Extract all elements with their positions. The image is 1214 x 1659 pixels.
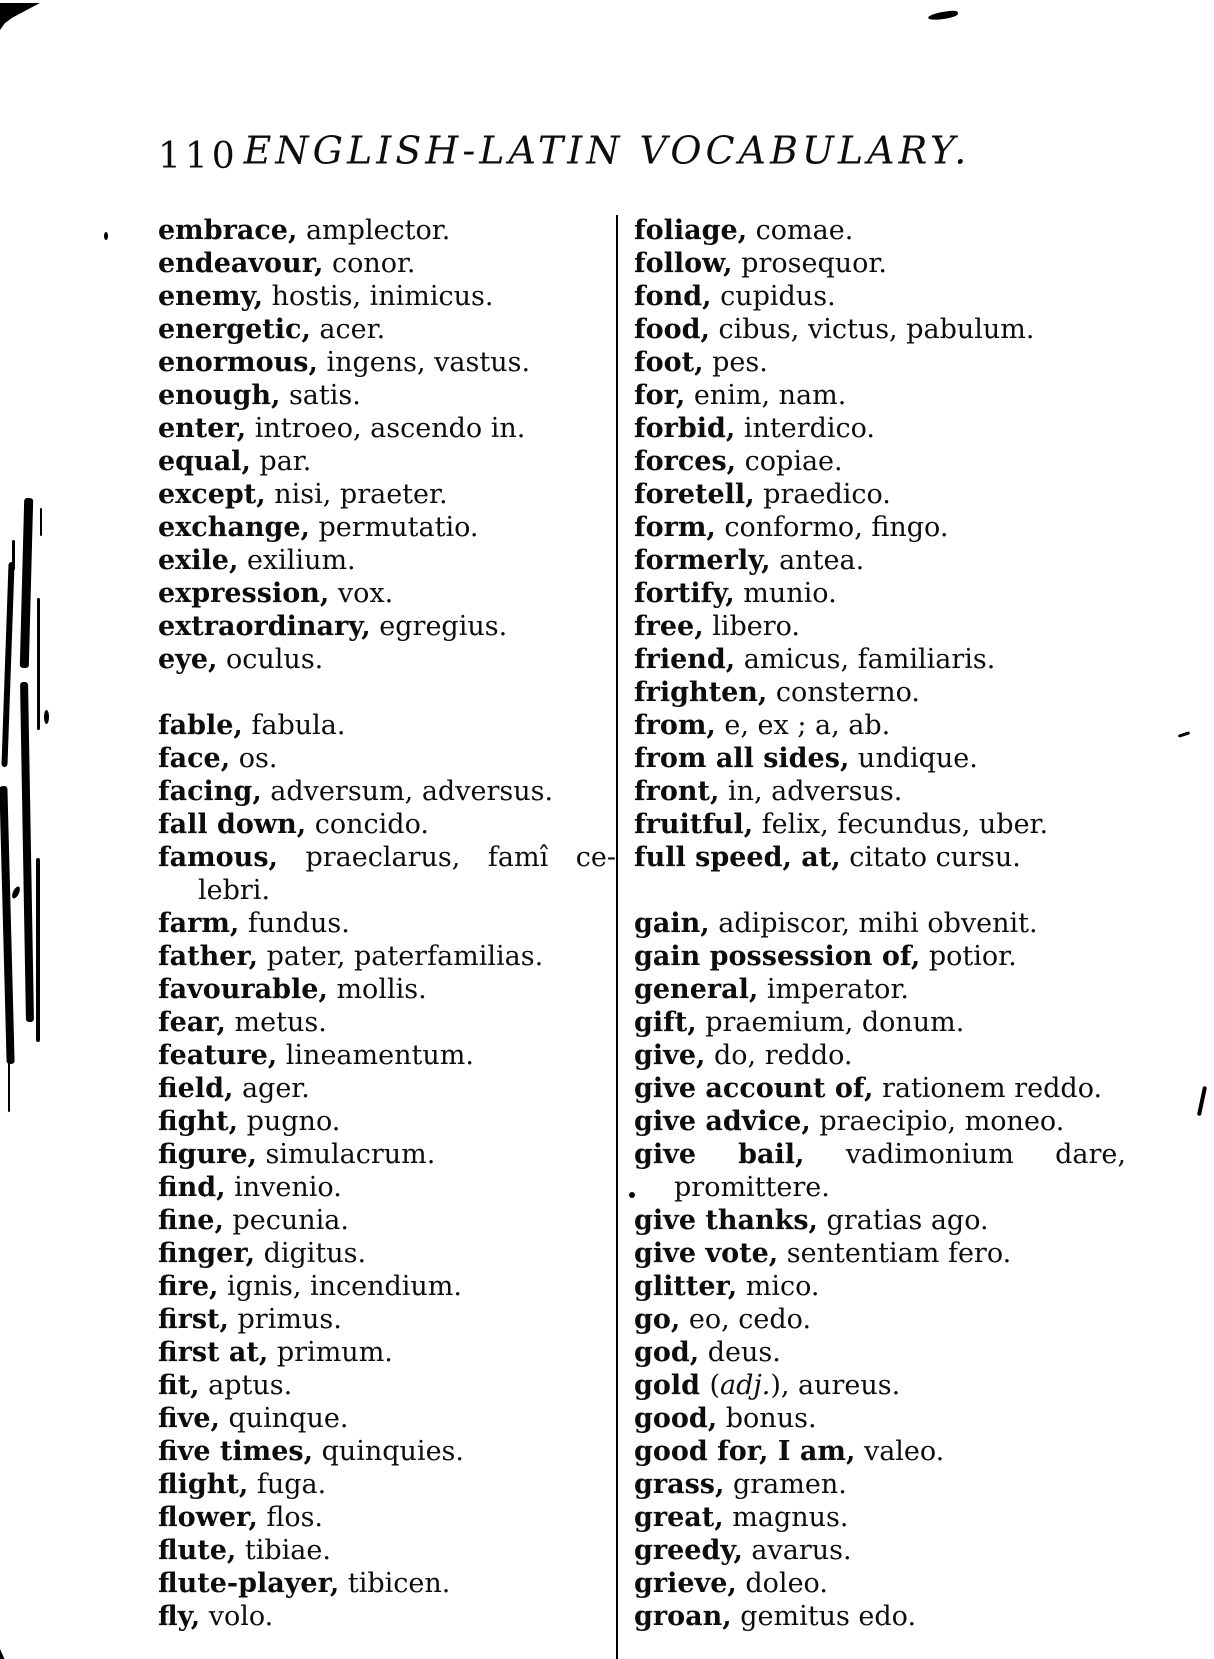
entry-headword: five, xyxy=(158,1403,220,1434)
dictionary-entry xyxy=(158,1105,616,1138)
right-column xyxy=(634,214,1126,1633)
entry-translation: amplector. xyxy=(297,215,451,246)
dictionary-entry xyxy=(634,1171,1126,1204)
entry-translation: promittere. xyxy=(674,1172,830,1203)
entry-translation: pugno. xyxy=(238,1106,341,1137)
entry-headword: foretell, xyxy=(634,479,755,510)
entry-translation: mico. xyxy=(737,1271,820,1302)
dictionary-entry xyxy=(158,808,616,841)
dictionary-entry xyxy=(158,346,616,379)
ink-smudge xyxy=(8,1042,10,1112)
entry-headword: fear, xyxy=(158,1007,226,1038)
entry-translation: tibiae. xyxy=(236,1535,331,1566)
dictionary-entry xyxy=(158,544,616,577)
entry-translation: doleo. xyxy=(736,1568,828,1599)
dictionary-entry xyxy=(634,511,1126,544)
entry-translation: ingens, vastus. xyxy=(317,347,531,378)
entry-headword: enter, xyxy=(158,413,247,444)
entry-headword: good for, I am, xyxy=(634,1436,856,1467)
entry-headword: greedy, xyxy=(634,1535,743,1566)
entry-translation: imperator. xyxy=(758,974,909,1005)
entry-headword: enough, xyxy=(158,380,281,411)
entry-translation: adj. xyxy=(719,1370,771,1401)
entry-translation: os. xyxy=(230,743,278,774)
entry-headword: except, xyxy=(158,479,266,510)
entry-headword: good, xyxy=(634,1403,718,1434)
entry-headword: enormous, xyxy=(158,347,318,378)
dictionary-entry xyxy=(634,247,1126,280)
entry-headword: flute-player, xyxy=(158,1568,340,1599)
dictionary-entry xyxy=(158,1501,616,1534)
dictionary-entry xyxy=(158,1204,616,1237)
ink-smudge xyxy=(40,508,42,536)
dictionary-entry xyxy=(634,808,1126,841)
entry-headword: formerly, xyxy=(634,545,771,576)
entry-translation: ( xyxy=(709,1370,720,1401)
entry-translation: par. xyxy=(250,446,312,477)
entry-headword: follow, xyxy=(634,248,733,279)
dictionary-entry xyxy=(634,346,1126,379)
dictionary-entry xyxy=(158,1303,616,1336)
corner-ink-mark xyxy=(0,3,40,30)
entry-translation: hostis, inimicus. xyxy=(263,281,494,312)
entry-translation: oculus. xyxy=(217,644,324,675)
dictionary-entry xyxy=(158,379,616,412)
ink-smudge xyxy=(37,598,40,730)
entry-translation: permutatio. xyxy=(309,512,479,543)
ink-smudge xyxy=(0,786,15,1064)
entry-headword: grieve, xyxy=(634,1568,737,1599)
entry-translation: invenio. xyxy=(225,1172,342,1203)
dictionary-entry xyxy=(634,544,1126,577)
entry-headword: feature, xyxy=(158,1040,278,1071)
entry-translation: mollis. xyxy=(327,974,427,1005)
entry-translation: tibicen. xyxy=(339,1568,451,1599)
ink-smudge xyxy=(1,562,14,767)
entry-headword: from all sides, xyxy=(634,743,850,774)
entry-translation: gratias ago. xyxy=(817,1205,989,1236)
entry-headword: exchange, xyxy=(158,512,310,543)
dictionary-entry xyxy=(634,1270,1126,1303)
entry-headword: first, xyxy=(158,1304,229,1335)
page-title: ENGLISH-LATIN VOCABULARY. xyxy=(243,127,971,173)
dictionary-entry xyxy=(158,1534,616,1567)
dictionary-entry xyxy=(634,1237,1126,1270)
dictionary-entry xyxy=(158,940,616,973)
entry-headword: flower, xyxy=(158,1502,258,1533)
dictionary-entry xyxy=(158,643,616,676)
entry-headword: father, xyxy=(158,941,259,972)
entry-translation: pecunia. xyxy=(223,1205,349,1236)
entry-headword: first at, xyxy=(158,1337,269,1368)
entry-headword: face, xyxy=(158,743,231,774)
dictionary-entry xyxy=(634,214,1126,247)
entry-translation: pater, paterfamilias. xyxy=(258,941,544,972)
entry-headword: go, xyxy=(634,1304,681,1335)
dictionary-entry xyxy=(158,1138,616,1171)
entry-headword: figure, xyxy=(158,1139,257,1170)
entry-headword: flute, xyxy=(158,1535,237,1566)
dictionary-entry xyxy=(158,247,616,280)
entry-headword: fable, xyxy=(158,710,243,741)
entry-translation: primum. xyxy=(268,1337,393,1368)
entry-headword: great, xyxy=(634,1502,724,1533)
entry-headword: gift, xyxy=(634,1007,697,1038)
dictionary-entry xyxy=(634,709,1126,742)
dictionary-entry xyxy=(158,1237,616,1270)
entry-headword: full speed, at, xyxy=(634,842,841,873)
dictionary-entry xyxy=(634,1534,1126,1567)
entry-translation: ), aureus. xyxy=(770,1370,901,1401)
dictionary-entry xyxy=(634,610,1126,643)
entry-headword: find, xyxy=(158,1172,226,1203)
dictionary-entry xyxy=(158,1072,616,1105)
ink-smudge xyxy=(12,540,15,570)
entry-translation: concido. xyxy=(306,809,429,840)
dictionary-entry xyxy=(634,412,1126,445)
entry-translation: gramen. xyxy=(724,1469,847,1500)
right-margin-ink-mark xyxy=(1178,731,1190,738)
entry-translation: e, ex ; a, ab. xyxy=(715,710,891,741)
entry-translation: conor. xyxy=(323,248,416,279)
entry-translation: sententiam fero. xyxy=(778,1238,1012,1269)
entry-headword: glitter, xyxy=(634,1271,738,1302)
entry-headword: fight, xyxy=(158,1106,239,1137)
entry-headword: give account of, xyxy=(634,1073,874,1104)
entry-headword: favourable, xyxy=(158,974,328,1005)
entry-translation: satis. xyxy=(280,380,361,411)
dictionary-entry xyxy=(158,709,616,742)
entry-headword: give thanks, xyxy=(634,1205,818,1236)
entry-translation: gemitus edo. xyxy=(731,1601,917,1632)
entry-translation: prosequor. xyxy=(732,248,887,279)
dictionary-entry xyxy=(634,1303,1126,1336)
dictionary-entry xyxy=(158,214,616,247)
dictionary-entry xyxy=(634,1336,1126,1369)
dictionary-entry xyxy=(158,280,616,313)
entry-translation: vadimonium dare, xyxy=(804,1139,1126,1170)
entry-translation: primus. xyxy=(228,1304,342,1335)
entry-headword: enemy, xyxy=(158,281,264,312)
dictionary-entry xyxy=(158,1270,616,1303)
entry-headword: facing, xyxy=(158,776,262,807)
entry-translation: introeo, ascendo in. xyxy=(246,413,526,444)
entry-headword: frighten, xyxy=(634,677,768,708)
entry-headword: general, xyxy=(634,974,759,1005)
entry-headword: give vote, xyxy=(634,1238,779,1269)
ink-smudge xyxy=(44,710,49,724)
entry-headword: for, xyxy=(634,380,686,411)
entry-translation: acer. xyxy=(310,314,386,345)
dictionary-entry xyxy=(634,280,1126,313)
entry-headword: give, xyxy=(634,1040,706,1071)
entry-headword: exile, xyxy=(158,545,239,576)
entry-translation: fabula. xyxy=(242,710,346,741)
entry-headword: fond, xyxy=(634,281,712,312)
entry-headword: fine, xyxy=(158,1205,224,1236)
entry-headword: gain, xyxy=(634,908,710,939)
entry-headword: free, xyxy=(634,611,704,642)
dictionary-entry xyxy=(158,1039,616,1072)
dictionary-entry xyxy=(158,445,616,478)
dictionary-entry xyxy=(158,874,616,907)
dictionary-entry xyxy=(158,610,616,643)
entry-headword: field, xyxy=(158,1073,234,1104)
entry-headword: energetic, xyxy=(158,314,311,345)
dictionary-entry xyxy=(634,1567,1126,1600)
dictionary-entry xyxy=(634,1402,1126,1435)
left-column xyxy=(158,214,616,1633)
dictionary-entry xyxy=(634,1138,1126,1171)
entry-headword: expression, xyxy=(158,578,330,609)
entry-translation: libero. xyxy=(703,611,800,642)
entry-headword: equal, xyxy=(158,446,251,477)
entry-translation: potior. xyxy=(920,941,1017,972)
entry-translation: magnus. xyxy=(723,1502,849,1533)
dictionary-entry xyxy=(634,1600,1126,1633)
blank-line xyxy=(158,676,616,709)
dictionary-entry xyxy=(158,1468,616,1501)
entry-translation: egregius. xyxy=(370,611,508,642)
entry-translation: bonus. xyxy=(717,1403,817,1434)
entry-translation: conformo, fingo. xyxy=(715,512,949,543)
dictionary-entry xyxy=(158,1171,616,1204)
page-header xyxy=(0,128,1214,184)
entry-translation: deus. xyxy=(699,1337,781,1368)
entry-translation: eo, cedo. xyxy=(680,1304,812,1335)
entry-translation: avarus. xyxy=(742,1535,852,1566)
entry-headword: front, xyxy=(634,776,720,807)
entry-translation: comae. xyxy=(747,215,854,246)
entry-translation: adipiscor, mihi obvenit. xyxy=(709,908,1038,939)
entry-headword: gold xyxy=(634,1370,710,1401)
dictionary-entry xyxy=(158,1600,616,1633)
entry-headword: five times, xyxy=(158,1436,313,1467)
entry-headword: endeavour, xyxy=(158,248,324,279)
dictionary-entry xyxy=(634,940,1126,973)
entry-headword: groan, xyxy=(634,1601,732,1632)
entry-translation: felix, fecundus, uber. xyxy=(753,809,1049,840)
entry-headword: fall down, xyxy=(158,809,307,840)
entry-translation: citato cursu. xyxy=(840,842,1021,873)
dictionary-entry xyxy=(634,379,1126,412)
dictionary-entry xyxy=(158,313,616,346)
entry-translation: adversum, adversus. xyxy=(261,776,554,807)
dictionary-entry xyxy=(634,445,1126,478)
entry-headword: foliage, xyxy=(634,215,748,246)
entry-headword: eye, xyxy=(158,644,218,675)
entry-translation: rationem reddo. xyxy=(873,1073,1103,1104)
dictionary-entry xyxy=(634,478,1126,511)
entry-headword: fire, xyxy=(158,1271,219,1302)
entry-translation: simulacrum. xyxy=(256,1139,436,1170)
dictionary-entry xyxy=(634,577,1126,610)
dictionary-entry xyxy=(634,1039,1126,1072)
entry-translation: metus. xyxy=(225,1007,327,1038)
entry-headword: extraordinary, xyxy=(158,611,371,642)
dictionary-entry xyxy=(158,841,616,874)
dictionary-entry xyxy=(634,1006,1126,1039)
entry-headword: fly, xyxy=(158,1601,201,1632)
dictionary-entry xyxy=(634,676,1126,709)
entry-headword: food, xyxy=(634,314,710,345)
entry-translation: volo. xyxy=(200,1601,274,1632)
dictionary-entry xyxy=(634,643,1126,676)
entry-translation: quinquies. xyxy=(312,1436,464,1467)
entry-translation: praemium, donum. xyxy=(696,1007,965,1038)
entry-translation: lebri. xyxy=(198,875,271,906)
entry-headword: forbid, xyxy=(634,413,736,444)
entry-translation: fundus. xyxy=(239,908,350,939)
dictionary-entry xyxy=(158,907,616,940)
entry-headword: foot, xyxy=(634,347,704,378)
entry-headword: from, xyxy=(634,710,716,741)
blank-line xyxy=(634,874,1126,907)
bottom-left-ink-mark xyxy=(0,1649,56,1659)
entry-translation: cibus, victus, pabulum. xyxy=(709,314,1035,345)
right-edge-ink-mark xyxy=(1197,1086,1207,1116)
entry-translation: cupidus. xyxy=(711,281,836,312)
dictionary-entry xyxy=(158,1435,616,1468)
dictionary-entry xyxy=(634,1435,1126,1468)
ink-smudge xyxy=(20,682,34,1022)
entry-translation: in, adversus. xyxy=(719,776,903,807)
entry-headword: forces, xyxy=(634,446,737,477)
entry-translation: undique. xyxy=(849,743,978,774)
entry-headword: farm, xyxy=(158,908,240,939)
dictionary-entry xyxy=(634,1501,1126,1534)
entry-translation: enim, nam. xyxy=(685,380,847,411)
entry-translation: valeo. xyxy=(855,1436,945,1467)
entry-headword: friend, xyxy=(634,644,736,675)
entry-translation: praeclarus, famî ce- xyxy=(277,842,616,873)
ink-speck xyxy=(104,232,108,240)
entry-translation: quinque. xyxy=(219,1403,349,1434)
dictionary-entry xyxy=(158,1567,616,1600)
dictionary-entry xyxy=(634,313,1126,346)
entry-translation: interdico. xyxy=(735,413,876,444)
ink-smudge xyxy=(20,498,33,668)
entry-translation: amicus, familiaris. xyxy=(735,644,996,675)
entry-headword: finger, xyxy=(158,1238,255,1269)
dictionary-entry xyxy=(634,1204,1126,1237)
dictionary-entry xyxy=(158,511,616,544)
entry-translation: munio. xyxy=(734,578,837,609)
dictionary-entry xyxy=(158,412,616,445)
column-divider-rule xyxy=(616,215,618,1659)
page-number: 110 xyxy=(158,136,239,177)
dictionary-entry xyxy=(634,1468,1126,1501)
dictionary-entry xyxy=(634,742,1126,775)
entry-translation: lineamentum. xyxy=(277,1040,474,1071)
entry-translation: praecipio, moneo. xyxy=(810,1106,1065,1137)
ink-smudge xyxy=(11,885,22,899)
ink-smudge xyxy=(36,858,40,1042)
entry-translation: digitus. xyxy=(254,1238,367,1269)
entry-translation: ignis, incendium. xyxy=(218,1271,462,1302)
entry-headword: fortify, xyxy=(634,578,735,609)
entry-translation: vox. xyxy=(329,578,394,609)
dictionary-entry xyxy=(158,742,616,775)
entry-headword: fit, xyxy=(158,1370,200,1401)
dictionary-entry xyxy=(158,577,616,610)
entry-headword: fruitful, xyxy=(634,809,754,840)
entry-translation: do, reddo. xyxy=(705,1040,853,1071)
entry-headword: grass, xyxy=(634,1469,725,1500)
dictionary-entry xyxy=(634,973,1126,1006)
dictionary-entry xyxy=(158,973,616,1006)
dictionary-entry xyxy=(634,907,1126,940)
dictionary-entry xyxy=(158,478,616,511)
entry-headword: gain possession of, xyxy=(634,941,921,972)
dictionary-entry xyxy=(158,1369,616,1402)
entry-translation: fuga. xyxy=(248,1469,327,1500)
dictionary-entry xyxy=(158,1402,616,1435)
dictionary-entry xyxy=(634,1369,1126,1402)
entry-translation: copiae. xyxy=(736,446,843,477)
dictionary-entry xyxy=(158,1006,616,1039)
dictionary-entry xyxy=(634,1105,1126,1138)
entry-translation: nisi, praeter. xyxy=(265,479,448,510)
entry-headword: flight, xyxy=(158,1469,249,1500)
entry-headword: famous, xyxy=(158,842,278,873)
dictionary-entry xyxy=(158,1336,616,1369)
top-right-ink-mark xyxy=(928,10,959,22)
dictionary-entry xyxy=(634,775,1126,808)
entry-headword: give advice, xyxy=(634,1106,811,1137)
dictionary-entry xyxy=(158,775,616,808)
entry-translation: aptus. xyxy=(199,1370,293,1401)
entry-headword: give bail, xyxy=(634,1139,805,1170)
dictionary-entry xyxy=(634,841,1126,874)
entry-translation: consterno. xyxy=(767,677,920,708)
entry-translation: ager. xyxy=(233,1073,310,1104)
entry-translation: flos. xyxy=(257,1502,324,1533)
entry-headword: form, xyxy=(634,512,716,543)
dictionary-entry xyxy=(634,1072,1126,1105)
entry-translation: antea. xyxy=(770,545,865,576)
entry-headword: god, xyxy=(634,1337,700,1368)
entry-translation: exilium. xyxy=(238,545,356,576)
entry-translation: praedico. xyxy=(754,479,891,510)
entry-translation: pes. xyxy=(703,347,768,378)
entry-headword: embrace, xyxy=(158,215,298,246)
